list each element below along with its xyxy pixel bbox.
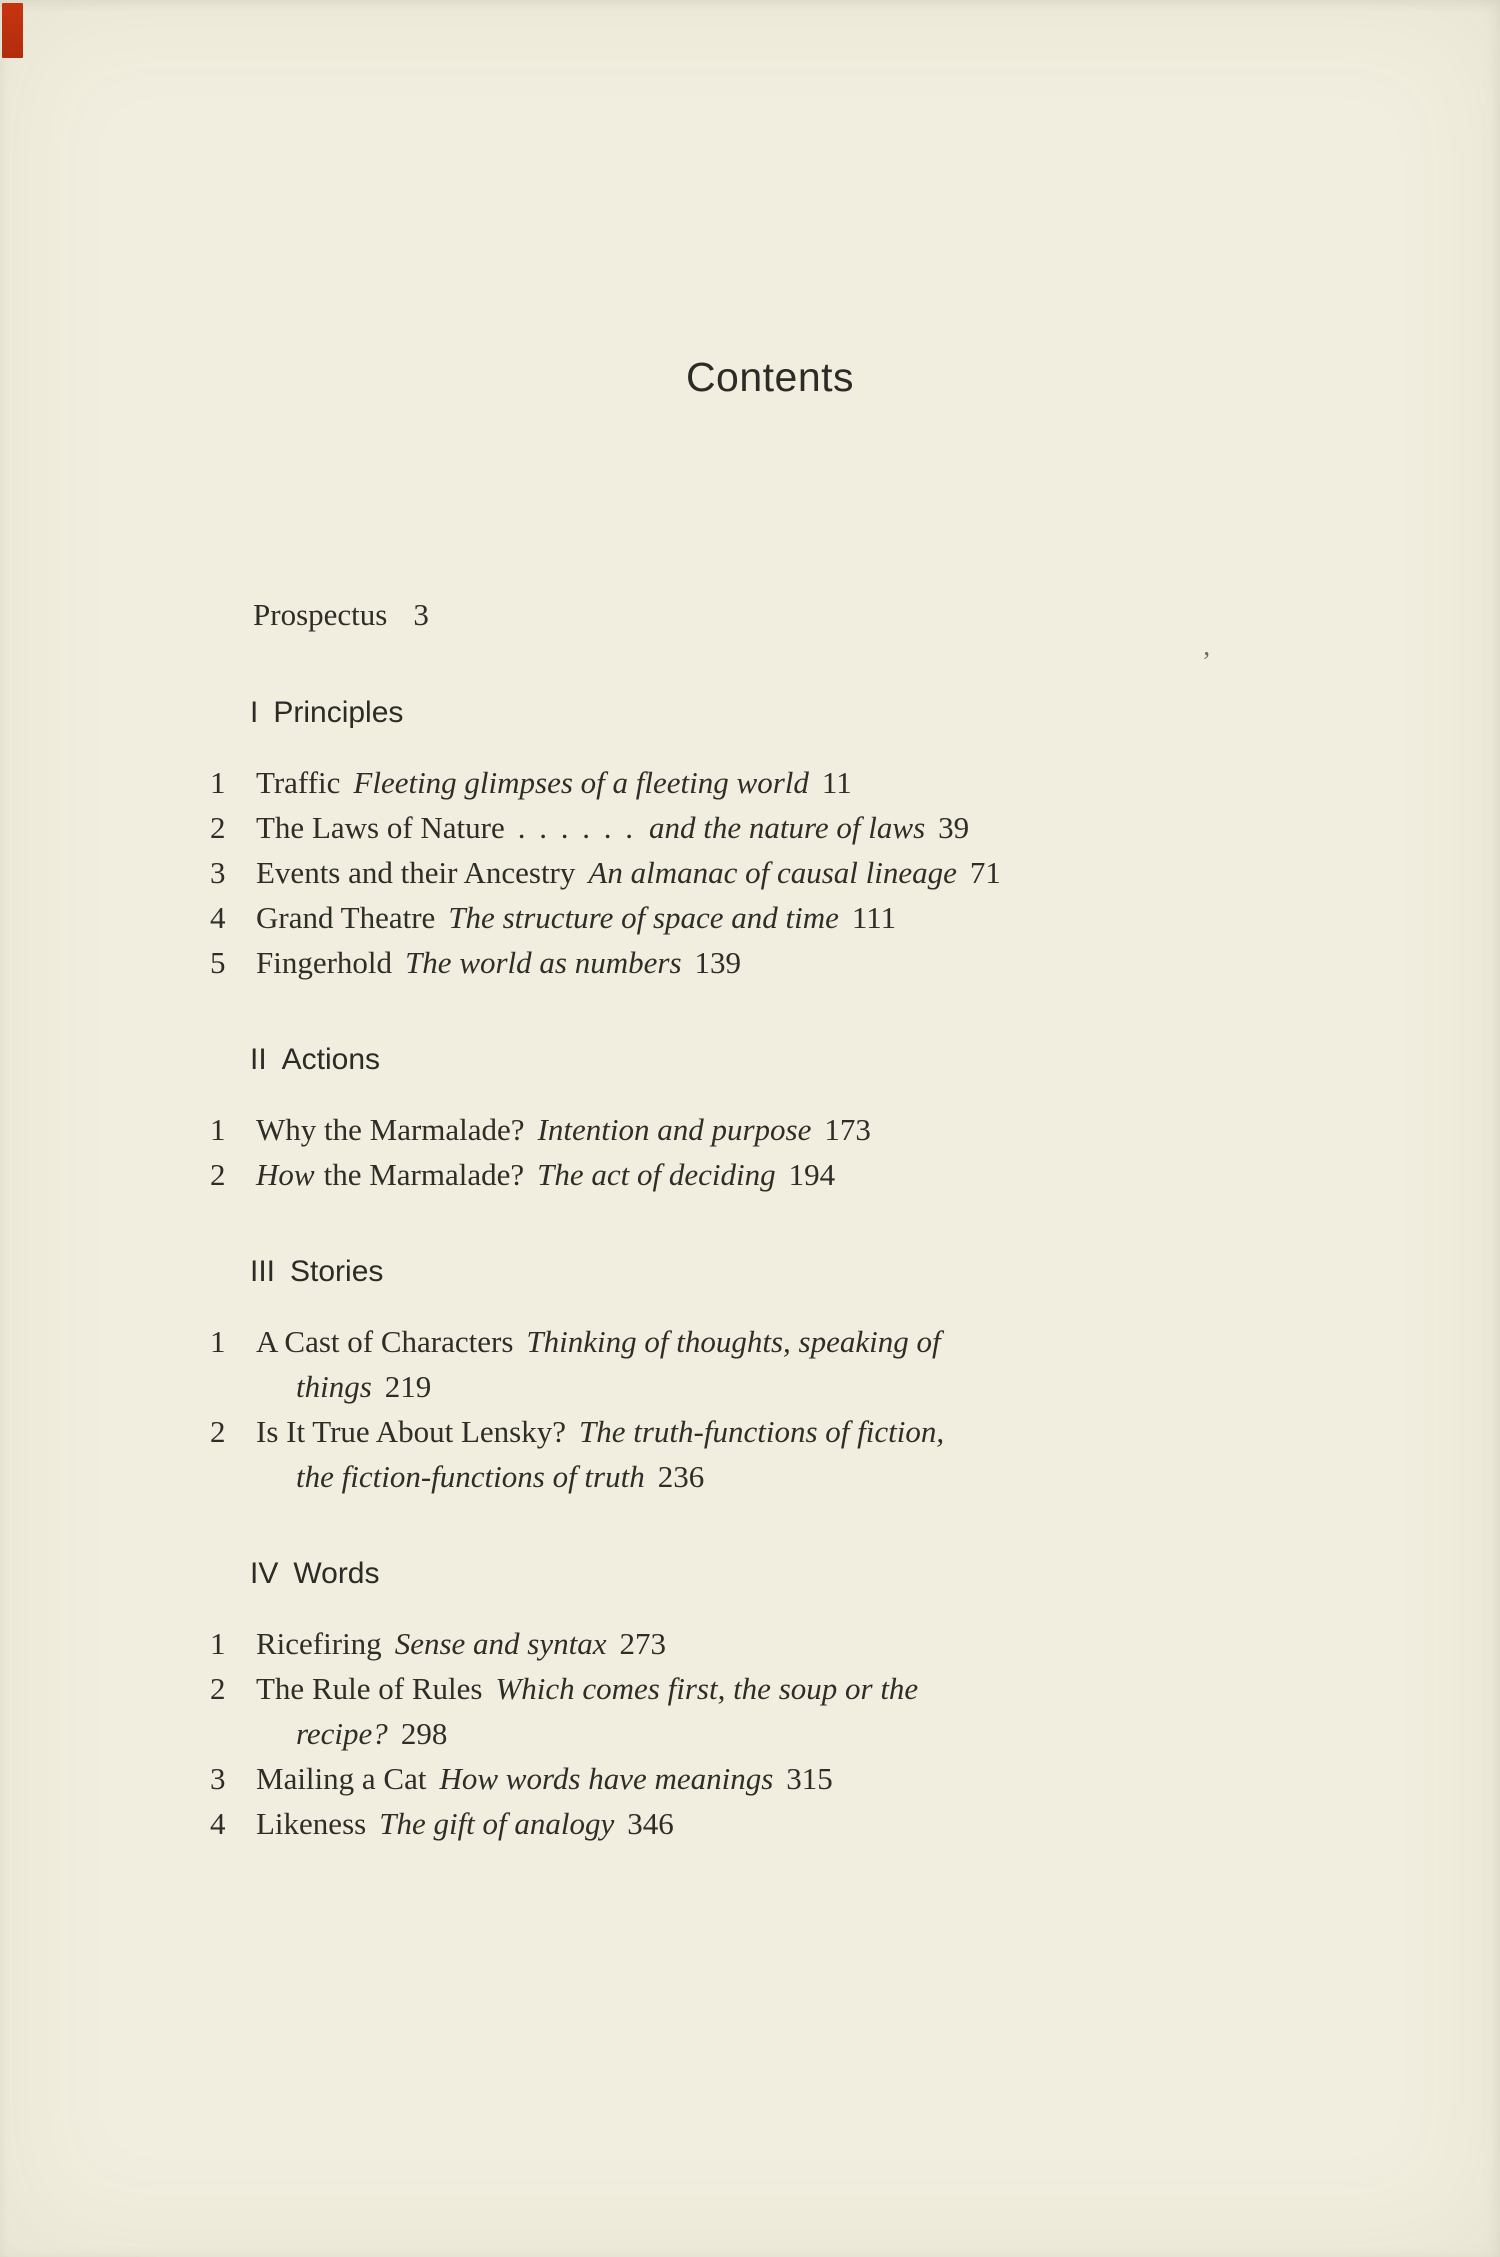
toc-entry xyxy=(210,1666,1260,1756)
page-number: 315 xyxy=(786,1761,833,1796)
chapter-title: Grand Theatre xyxy=(256,900,436,935)
toc-entry xyxy=(210,1409,1260,1499)
chapter-subtitle: Intention and purpose xyxy=(537,1112,812,1147)
section-heading xyxy=(0,1553,1500,1595)
section-items xyxy=(0,1621,1500,1846)
chapter-title: A Cast of Characters xyxy=(256,1324,514,1359)
chapter-number: 1 xyxy=(210,1626,226,1661)
entry-text xyxy=(256,1409,1260,1499)
chapter-number: 4 xyxy=(210,900,226,935)
page-number: 139 xyxy=(694,945,742,980)
page-title: Contents xyxy=(685,354,855,400)
section-heading xyxy=(0,692,1500,734)
page-number: 273 xyxy=(619,1626,666,1661)
page-number: 3 xyxy=(413,597,429,632)
entry-text xyxy=(256,1801,1260,1846)
chapter-number: 2 xyxy=(210,810,226,845)
toc-section-stories xyxy=(0,1251,1500,1499)
leader-dots: . . . . . . xyxy=(517,810,637,845)
entry-text xyxy=(256,850,1260,895)
toc-entry xyxy=(210,760,1260,805)
toc-entry xyxy=(210,940,1260,985)
chapter-subtitle: The truth-functions of fiction, xyxy=(579,1414,945,1449)
chapter-title: Traffic xyxy=(256,765,341,800)
chapter-subtitle: An almanac of causal lineage xyxy=(588,855,957,890)
chapter-number: 3 xyxy=(210,1761,226,1796)
prospectus-line xyxy=(0,592,1500,638)
section-heading xyxy=(0,1251,1500,1293)
page-number: 219 xyxy=(384,1369,432,1404)
chapter-subtitle: How words have meanings xyxy=(439,1761,774,1796)
section-items xyxy=(0,1107,1500,1197)
toc-entry xyxy=(210,1152,1260,1197)
chapter-subtitle: Which comes first, the soup or the xyxy=(495,1671,919,1706)
chapter-subtitle: The world as numbers xyxy=(405,945,682,980)
chapter-title: Fingerhold xyxy=(256,945,393,980)
toc-section-principles xyxy=(0,692,1500,985)
chapter-subtitle-continued: things xyxy=(296,1369,372,1404)
section-label: Stories xyxy=(290,1255,384,1288)
toc-entry xyxy=(210,1107,1260,1152)
chapter-subtitle: The structure of space and time xyxy=(448,900,839,935)
chapter-number: 1 xyxy=(210,765,226,800)
toc-entry xyxy=(210,895,1260,940)
chapter-title: Ricefiring xyxy=(256,1626,382,1661)
page-number: 71 xyxy=(969,855,1001,890)
chapter-title: The Rule of Rules xyxy=(256,1671,483,1706)
chapter-subtitle: The gift of analogy xyxy=(379,1806,615,1841)
toc-entry xyxy=(210,1621,1260,1666)
section-label: Principles xyxy=(273,696,404,729)
chapter-subtitle: Sense and syntax xyxy=(394,1626,607,1661)
page-number: 236 xyxy=(657,1459,705,1494)
entry-text xyxy=(256,895,1260,940)
chapter-number: 1 xyxy=(210,1112,226,1147)
entry-text xyxy=(256,1756,1260,1801)
prospectus-label: Prospectus xyxy=(253,597,388,632)
chapter-title-italic: How xyxy=(256,1157,315,1192)
chapter-title: the Marmalade? xyxy=(323,1157,525,1192)
entry-text xyxy=(256,1666,1260,1756)
section-items xyxy=(0,760,1500,985)
chapter-title: Likeness xyxy=(256,1806,367,1841)
entry-text xyxy=(256,1107,1260,1152)
chapter-subtitle-continued: the fiction-functions of truth xyxy=(296,1459,645,1494)
chapter-number: 4 xyxy=(210,1806,226,1841)
entry-text xyxy=(256,1319,1260,1409)
toc-entry xyxy=(210,1756,1260,1801)
page-number: 346 xyxy=(627,1806,674,1841)
section-numeral: II xyxy=(250,1043,267,1076)
section-numeral: III xyxy=(250,1255,276,1288)
section-heading xyxy=(0,1039,1500,1081)
entry-text xyxy=(256,805,1260,850)
section-items xyxy=(0,1319,1500,1499)
entry-text xyxy=(256,760,1260,805)
toc-section-words xyxy=(0,1553,1500,1846)
chapter-subtitle: Thinking of thoughts, speaking of xyxy=(526,1324,941,1359)
toc-entry xyxy=(210,1319,1260,1409)
chapter-number: 5 xyxy=(210,945,226,980)
toc-entry xyxy=(210,1801,1260,1846)
section-numeral: I xyxy=(250,696,259,729)
section-label: Words xyxy=(293,1557,380,1590)
entry-text xyxy=(256,1152,1260,1197)
toc-entry xyxy=(210,805,1260,850)
page-number: 39 xyxy=(938,810,970,845)
chapter-number: 2 xyxy=(210,1671,226,1706)
toc-entry xyxy=(210,850,1260,895)
page-number: 194 xyxy=(788,1157,836,1192)
chapter-subtitle-continued: recipe? xyxy=(296,1716,388,1751)
entry-text xyxy=(256,940,1260,985)
page-number: 298 xyxy=(400,1716,448,1751)
chapter-number: 1 xyxy=(210,1324,226,1359)
chapter-title: Is It True About Lensky? xyxy=(256,1414,566,1449)
section-numeral: IV xyxy=(250,1557,279,1590)
red-edge-mark xyxy=(2,3,23,58)
chapter-number: 2 xyxy=(210,1414,226,1449)
entry-text xyxy=(256,1621,1260,1666)
scan-speck: ’ xyxy=(1202,646,1211,676)
chapter-subtitle: Fleeting glimpses of a fleeting world xyxy=(353,765,809,800)
page-number: 173 xyxy=(824,1112,871,1147)
chapter-number: 3 xyxy=(210,855,226,890)
chapter-title: Why the Marmalade? xyxy=(256,1112,525,1147)
page-number: 111 xyxy=(851,900,897,935)
chapter-title: Events and their Ancestry xyxy=(256,855,576,890)
page-number: 11 xyxy=(821,765,852,800)
chapter-title: The Laws of Nature xyxy=(256,810,505,845)
chapter-subtitle: The act of deciding xyxy=(537,1157,776,1192)
chapter-subtitle: and the nature of laws xyxy=(649,810,926,845)
section-label: Actions xyxy=(281,1043,381,1076)
chapter-title: Mailing a Cat xyxy=(256,1761,427,1796)
chapter-number: 2 xyxy=(210,1157,226,1192)
toc-section-actions xyxy=(0,1039,1500,1197)
